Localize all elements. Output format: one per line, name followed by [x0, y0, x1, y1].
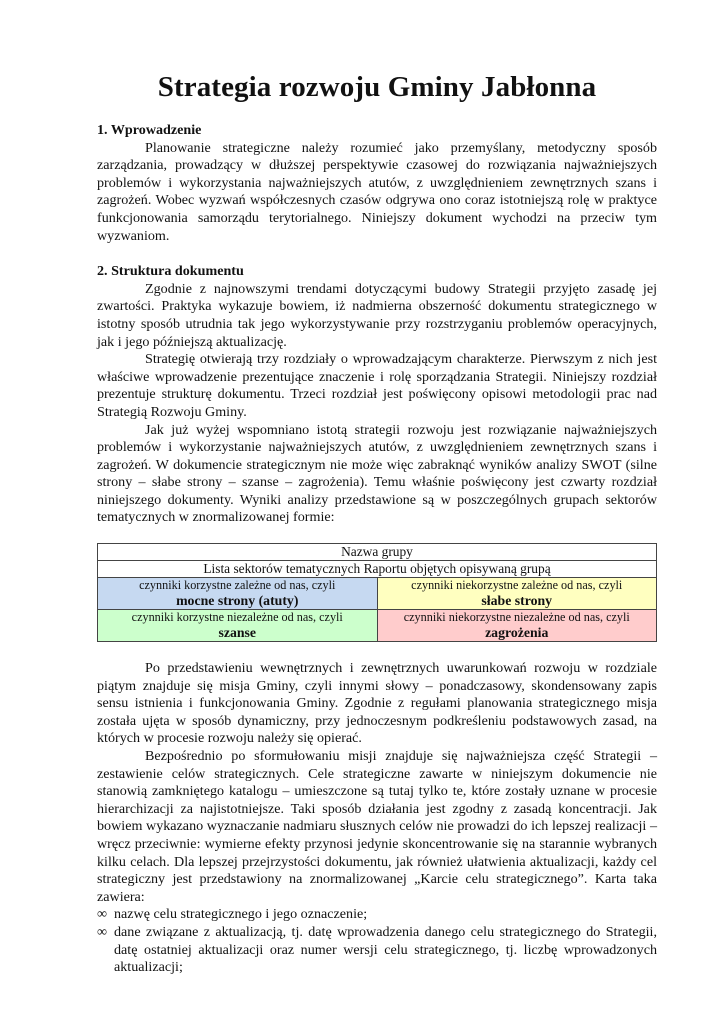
swot-group-name: Nazwa grupy — [98, 544, 657, 561]
swot-internal-row — [98, 578, 657, 610]
section-heading: 2. Struktura dokumentu — [97, 263, 244, 280]
section-document-structure — [97, 263, 657, 527]
swot-cell-description: czynniki korzystne zależne od nas, czyli — [139, 578, 336, 593]
infinity-bullet-icon: ∞ — [97, 923, 108, 940]
paragraph: Bezpośrednio po sformułowaniu misji znajduje się najważniejsza część Strategii – zestawienie celów strategicznych. Cele strategiczne zawarte w niniejszym dokumencie nie stanowią zamkniętego katalogu – umieszczone są tutaj tylko te, które zostały uznane w procesie hierarchizacji za najistotniejsze. Taki sposób działania jest zgodny z zasadą koncentracji. Jak bowiem wykazano wyznaczanie nadmiaru słusznych celów nie prowadzi do ich lepszej realizacji – wręcz przeciwnie: wymierne efekty przynosi jedynie skoncentrowanie się na starannie wybranych kilku celach. Dla lepszej przejrzystości dokumentu, jak również ułatwienia aktualizacji, każdy cel strategiczny jest przedstawiony na znormalizowanej „Karcie celu strategicznego”. Karta taka zawiera: — [97, 748, 657, 905]
swot-weaknesses-cell — [377, 578, 657, 610]
list-item — [97, 906, 657, 924]
paragraph: Jak już wyżej wspomniano istotą strategii rozwoju jest rozwiązanie najważniejszych problemów i wykorzystanie najważniejszych atutów, z uwzględnieniem zewnętrznych szans i zagrożeń. W dokumencie strategicznym nie może więc zabraknąć wyników analizy SWOT (silne strony – słabe strony – szanse – zagrożenia). Temu właśnie poświęcony jest czwarty rozdział niniejszego dokumenty. Wyniki analizy przedstawione są w poszczególnych grupach sektorów tematycznych w znormalizowanej formie: — [97, 421, 657, 526]
swot-header-row — [98, 544, 657, 561]
paragraph: Strategię otwierają trzy rozdziały o wprowadzającym charakterze. Pierwszym z nich jest właściwe wprowadzenie prezentujące znaczenie i rolę sporządzania Strategii. Niniejszy rozdział prezentuje strukturę dokumentu. Trzeci rozdział jest poświęcony opisowi metodologii prac nad Strategią Rozwoju Gminy. — [97, 351, 657, 420]
section-heading: 1. Wprowadzenie — [97, 122, 202, 138]
swot-cell-label: szanse — [218, 625, 257, 641]
swot-cell-description: czynniki niekorzystne zależne od nas, czyli — [411, 578, 623, 593]
document-title: Strategia rozwoju Gminy Jabłonna — [157, 71, 597, 103]
swot-threats-cell — [377, 610, 657, 642]
infinity-bullet-icon: ∞ — [97, 906, 108, 923]
swot-opportunities-cell — [98, 610, 378, 642]
swot-cell-label: słabe strony — [481, 593, 553, 609]
swot-cell-description: czynniki korzystne niezależne od nas, czyli — [131, 610, 343, 625]
swot-subheader-row — [98, 561, 657, 578]
paragraph: Zgodnie z najnowszymi trendami dotyczącymi budowy Strategii przyjęto zasadę jej zwartości. Praktyka wykazuje bowiem, iż nadmierna obszerność dokumentu strategicznego w istotny sposób utrudnia tak jego wykorzystywanie przy rozstrzyganiu problemów operacyjnych, jak i jego późniejszą aktualizację. — [97, 280, 657, 350]
paragraph: Po przedstawieniu wewnętrznych i zewnętrznych uwarunkowań rozwoju w rozdziale piątym znajduje się misja Gminy, czyli innymi słowy – ponadczasowy, skondensowany zapis sensu istnienia i funkcjonowania Gminy. Zgodnie z regułami planowania strategicznego misja została ujęta w sposób dynamiczny, przy jednoczesnym podkreśleniu podstawowych zasad, na których w procesie rozwoju należy się opierać. — [97, 660, 657, 747]
swot-strengths-cell — [98, 578, 378, 610]
bullet-list — [97, 906, 657, 976]
swot-sector-list: Lista sektorów tematycznych Raportu objętych opisywaną grupą — [98, 561, 657, 578]
swot-external-row — [98, 610, 657, 642]
list-item-text: dane związane z aktualizacją, tj. datę wprowadzenia danego celu strategicznego do Strategii, datę ostatniej aktualizacji oraz numer wersji celu strategicznego, tj. liczbę wprowadzonych aktualizacji; — [114, 923, 657, 976]
list-item-text: nazwę celu strategicznego i jego oznaczenie; — [114, 906, 368, 923]
swot-table — [97, 543, 657, 642]
section-introduction — [97, 122, 657, 245]
swot-cell-label: mocne strony (atuty) — [176, 593, 299, 609]
list-item — [97, 924, 657, 977]
swot-cell-description: czynniki niekorzystne niezależne od nas, czyli — [403, 610, 630, 625]
swot-cell-label: zagrożenia — [485, 625, 549, 641]
paragraph: Planowanie strategiczne należy rozumieć jako przemyślany, metodyczny sposób zarządzania, prowadzący w dłuższej perspektywie czasowej do rozwiązania najważniejszych problemów i wykorzystania najważniejszych atutów, z uwzględnieniem zewnętrznych szans i zagrożeń. Wobec wyzwań współczesnych czasów odgrywa ono coraz istotniejszą rolę w praktyce funkcjonowania samorządu terytorialnego. Niniejszy dokument wychodzi na przeciw tym wyzwaniom. — [97, 139, 657, 244]
